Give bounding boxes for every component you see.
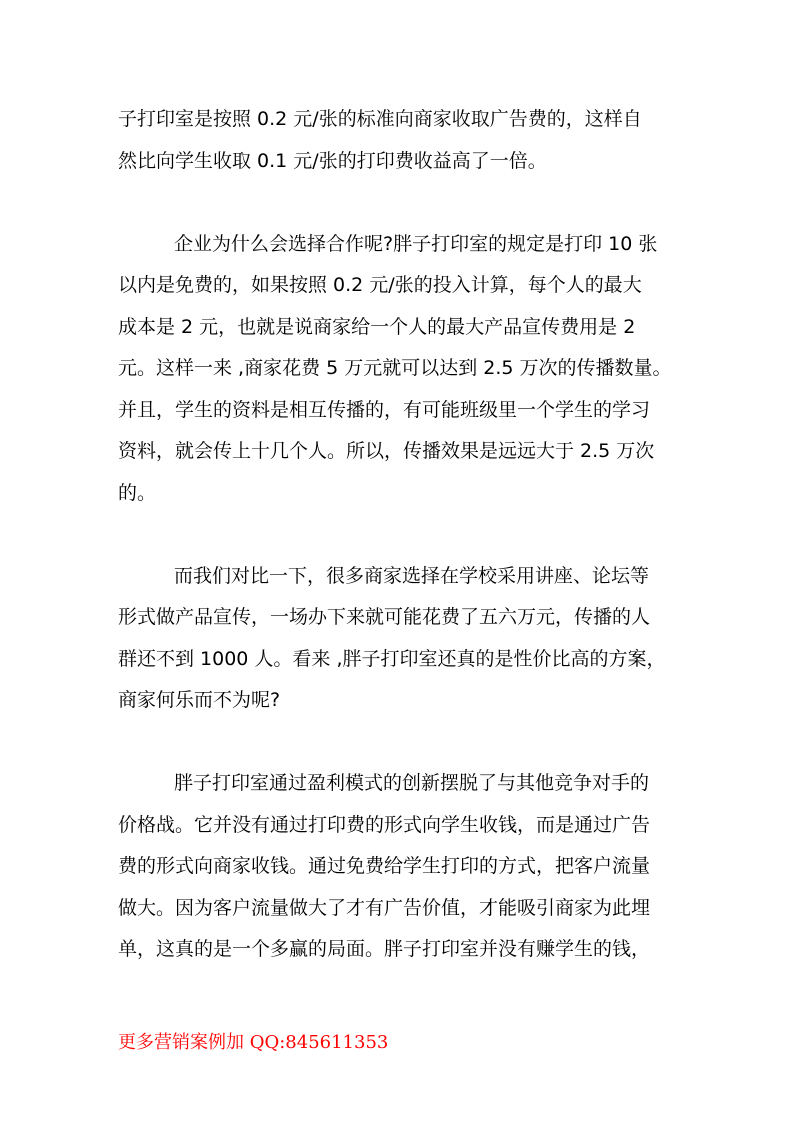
paragraph-2-line-1: 企业为什么会选择合作呢?胖子打印室的规定是打印 10 张 bbox=[174, 233, 658, 255]
paragraph-4-line-2: 价格战。它并没有通过打印费的形式向学生收钱，而是通过广告 bbox=[118, 814, 651, 836]
paragraph-4-line-5: 单，这真的是一个多赢的局面。胖子打印室并没有赚学生的钱， bbox=[118, 938, 651, 960]
paragraph-2-line-7: 的。 bbox=[118, 482, 157, 504]
paragraph-4-line-4: 做大。因为客户流量做大了才有广告价值，才能吸引商家为此埋 bbox=[118, 897, 651, 919]
paragraph-2-line-6: 资料，就会传上十几个人。所以，传播效果是远远大于 2.5 万次 bbox=[118, 440, 655, 462]
paragraph-2-line-3: 成本是 2 元，也就是说商家给一个人的最大产品宣传费用是 2 bbox=[118, 316, 636, 338]
paragraph-3-line-1: 而我们对比一下，很多商家选择在学校采用讲座、论坛等 bbox=[174, 565, 650, 587]
paragraph-2-line-2: 以内是免费的，如果按照 0.2 元/张的投入计算，每个人的最大 bbox=[118, 274, 642, 296]
paragraph-4-line-1: 胖子打印室通过盈利模式的创新摆脱了与其他竞争对手的 bbox=[174, 772, 650, 794]
paragraph-2-line-4: 元。这样一来 ,商家花费 5 万元就可以达到 2.5 万次的传播数量。 bbox=[118, 357, 672, 379]
paragraph-3-line-4: 商家何乐而不为呢? bbox=[118, 689, 281, 711]
paragraph-4-line-3: 费的形式向商家收钱。通过免费给学生打印的方式，把客户流量 bbox=[118, 855, 651, 877]
paragraph-2-line-5: 并且，学生的资料是相互传播的，有可能班级里一个学生的学习 bbox=[118, 399, 651, 421]
paragraph-3-line-2: 形式做产品宣传，一场办下来就可能花费了五六万元，传播的人 bbox=[118, 606, 651, 628]
footer-contact-text: 更多营销案例加 QQ:845611353 bbox=[118, 1032, 389, 1053]
paragraph-1-line-1: 子打印室是按照 0.2 元/张的标准向商家收取广告费的，这样自 bbox=[118, 108, 642, 130]
paragraph-3-line-3: 群还不到 1000 人。看来 ,胖子打印室还真的是性价比高的方案， bbox=[118, 648, 666, 670]
paragraph-1-line-2: 然比向学生收取 0.1 元/张的打印费收益高了一倍。 bbox=[118, 150, 547, 172]
